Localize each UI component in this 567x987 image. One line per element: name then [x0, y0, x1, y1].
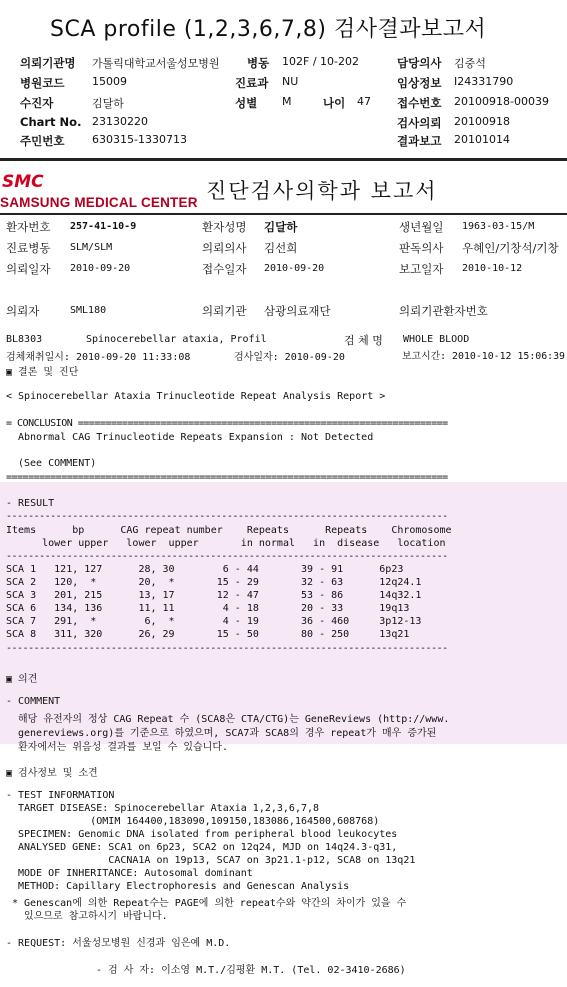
tester-info: - 검 사 자: 이소영 M.T./김평환 M.T. (Tel. 02-3410-2686)	[96, 965, 406, 976]
value-receipt-number: 20100918-00039	[454, 95, 549, 108]
label-report-date: 보고일자	[399, 262, 444, 276]
analysis-report-heading: < Spinocerebellar Ataxia Trinucleotide Repeat Analysis Report >	[6, 391, 386, 402]
test-info-heading: - TEST INFORMATION	[6, 790, 115, 801]
value-department: NU	[282, 75, 299, 88]
label-hospital-code: 병원코드	[20, 76, 65, 90]
value-sex: M	[282, 95, 292, 108]
label-birthdate: 생년월일	[399, 220, 444, 234]
section-conclusion-diagnosis: ▣ 결론 및 진단	[6, 367, 79, 378]
conclusion-rule: ================================================================================	[6, 472, 448, 483]
result-rule-bottom: --------------------------------------------------------------------------------	[6, 643, 448, 654]
label-requesting-doctor: 의뢰의사	[202, 241, 247, 255]
value-requesting-institution: 가톨릭대학교서울성모병원	[92, 57, 220, 70]
table-row: SCA 8 311, 320 26, 29 15 - 50 80 - 250 13q21	[6, 629, 410, 640]
value-hospital-code: 15009	[92, 75, 127, 88]
value-receipt-date: 2010-09-20	[264, 263, 325, 274]
result-rule-top: --------------------------------------------------------------------------------	[6, 511, 448, 522]
comment-line-3: 환자에서는 위음성 결과를 보일 수 있습니다.	[18, 742, 229, 753]
label-doctor: 담당의사	[397, 56, 442, 70]
comment-line-1: 해당 유전자의 정상 CAG Repeat 수 (SCA8은 CTA/CTG)는 GeneReviews (http://www.	[18, 714, 450, 725]
value-report-date: 2010-10-12	[462, 263, 523, 274]
value-patient-id: 257-41-10-9	[70, 221, 137, 232]
section-test-info: ▣ 검사정보 및 소견	[6, 768, 98, 779]
report-heading: 진단검사의학과 보고서	[206, 179, 438, 203]
label-test-request: 검사의뢰	[397, 116, 442, 130]
comment-heading: - COMMENT	[6, 696, 61, 707]
label-patient-id: 환자번호	[6, 220, 51, 234]
label-clinical-info: 임상정보	[397, 76, 442, 90]
mode-of-inheritance: MODE OF INHERITANCE: Autosomal dominant	[18, 868, 253, 879]
value-requester: SML180	[70, 305, 107, 316]
result-rule-mid: --------------------------------------------------------------------------------	[6, 551, 448, 562]
label-patient-name: 환자성명	[202, 220, 247, 234]
result-heading: - RESULT	[6, 498, 55, 509]
label-agency-patient-number: 의뢰기관환자번호	[399, 304, 488, 318]
section-opinion: ▣ 의견	[6, 674, 38, 685]
label-result-report: 결과보고	[397, 134, 442, 148]
table-row: SCA 7 291, * 6, * 4 - 19 36 - 460 3p12-13	[6, 616, 422, 627]
exam-date: 검사일자: 2010-09-20	[234, 352, 345, 363]
value-result-report: 20101014	[454, 133, 510, 146]
label-requesting-agency: 의뢰기관	[202, 304, 247, 318]
conclusion-see-comment: (See COMMENT)	[18, 458, 97, 469]
value-requesting-doctor: 김선희	[264, 241, 298, 255]
table-row: SCA 2 120, * 20, * 15 - 29 32 - 63 12q24.1	[6, 577, 422, 588]
label-department: 진료과	[235, 76, 269, 90]
value-requesting-agency: 삼광의료재단	[264, 304, 331, 318]
label-sex: 성별	[235, 96, 258, 110]
label-resident-number: 주민번호	[20, 134, 65, 148]
label-requester: 의뢰자	[6, 304, 40, 318]
value-clinic-ward: SLM/SLM	[70, 242, 113, 253]
report-title: SCA profile (1,2,3,6,7,8) 검사결과보고서	[50, 17, 487, 42]
table-row: SCA 1 121, 127 28, 30 6 - 44 39 - 91 6p23	[6, 564, 404, 575]
top-header-panel	[0, 0, 567, 158]
label-age: 나이	[323, 96, 346, 110]
genescan-note-1: * Genescan에 의한 Repeat수는 PAGE에 의한 repeat수와 약간의 차이가 있을 수	[12, 898, 407, 909]
analysed-gene-cont: CACNA1A on 19p13, SCA7 on 3p21.1-p12, SCA8 on 13q21	[18, 855, 416, 866]
report-heading-rule	[0, 213, 567, 215]
label-chart-no: Chart No.	[20, 115, 82, 129]
label-clinic-ward: 진료병동	[6, 241, 51, 255]
value-birthdate: 1963-03-15/M	[462, 221, 535, 232]
result-table-header-1: Items bp CAG repeat number Repeats Repeats Chromosome	[6, 525, 452, 536]
samsung-medical-center-logo: SAMSUNG MEDICAL CENTER	[0, 195, 198, 210]
table-row: SCA 3 201, 215 13, 17 12 - 47 53 - 86 14q32.1	[6, 590, 422, 601]
table-row: SCA 6 134, 136 11, 11 4 - 18 20 - 33 19q13	[6, 603, 410, 614]
comment-line-2: genereviews.org)를 기준으로 하였으며, SCA7과 SCA8의 경우 repeat가 매우 증가된	[18, 728, 437, 739]
test-code: BL8303	[6, 334, 43, 345]
omim-numbers: (OMIM 164400,183090,109150,183086,164500,608768)	[18, 816, 380, 827]
value-clinical-info: I24331790	[454, 75, 514, 88]
value-age: 47	[357, 95, 371, 108]
label-requesting-institution: 의뢰기관명	[20, 56, 76, 70]
test-name: Spinocerebellar ataxia, Profil	[86, 334, 267, 345]
label-ward: 병동	[247, 56, 270, 70]
value-doctor: 김중석	[454, 57, 486, 70]
target-disease: TARGET DISEASE: Spinocerebellar Ataxia 1,2,3,6,7,8	[18, 803, 320, 814]
genescan-note-2: 있으므로 참고하시기 바랍니다.	[12, 911, 168, 922]
collection-time: 검체채취일시: 2010-09-20 11:33:08	[6, 352, 191, 363]
label-patient: 수진자	[20, 96, 54, 110]
label-reading-doctor: 판독의사	[399, 241, 444, 255]
value-test-request: 20100918	[454, 115, 510, 128]
analysed-gene: ANALYSED GENE: SCA1 on 6p23, SCA2 on 12q24, MJD on 14q24.3-q31,	[18, 842, 398, 853]
value-request-date: 2010-09-20	[70, 263, 131, 274]
report-time: 보고시간: 2010-10-12 15:06:39	[402, 351, 566, 362]
value-reading-doctor: 우혜인/기창석/기창	[462, 241, 559, 255]
label-receipt-number: 접수번호	[397, 96, 442, 110]
value-ward: 102F / 10-202	[282, 55, 359, 68]
method: METHOD: Capillary Electrophoresis and Genescan Analysis	[18, 881, 350, 892]
label-receipt-date: 접수일자	[202, 262, 247, 276]
value-patient-name: 김달하	[264, 220, 298, 234]
request-info: - REQUEST: 서울성모병원 신경과 임은예 M.D.	[6, 938, 231, 949]
result-table-header-2: lower upper lower upper in normal in disease location	[6, 538, 446, 549]
value-patient: 김달하	[92, 97, 124, 110]
smc-logo: SMC	[2, 172, 44, 192]
conclusion-text: Abnormal CAG Trinucleotide Repeats Expansion : Not Detected	[18, 432, 374, 443]
specimen-info: SPECIMEN: Genomic DNA isolated from peripheral blood leukocytes	[18, 829, 398, 840]
value-chart-no: 23130220	[92, 115, 148, 128]
value-resident-number: 630315-1330713	[92, 133, 187, 146]
label-request-date: 의뢰일자	[6, 262, 51, 276]
label-specimen: 검 체 명	[344, 334, 383, 347]
conclusion-header: = CONCLUSION ===================================================================	[6, 418, 448, 429]
value-specimen: WHOLE BLOOD	[403, 334, 470, 345]
